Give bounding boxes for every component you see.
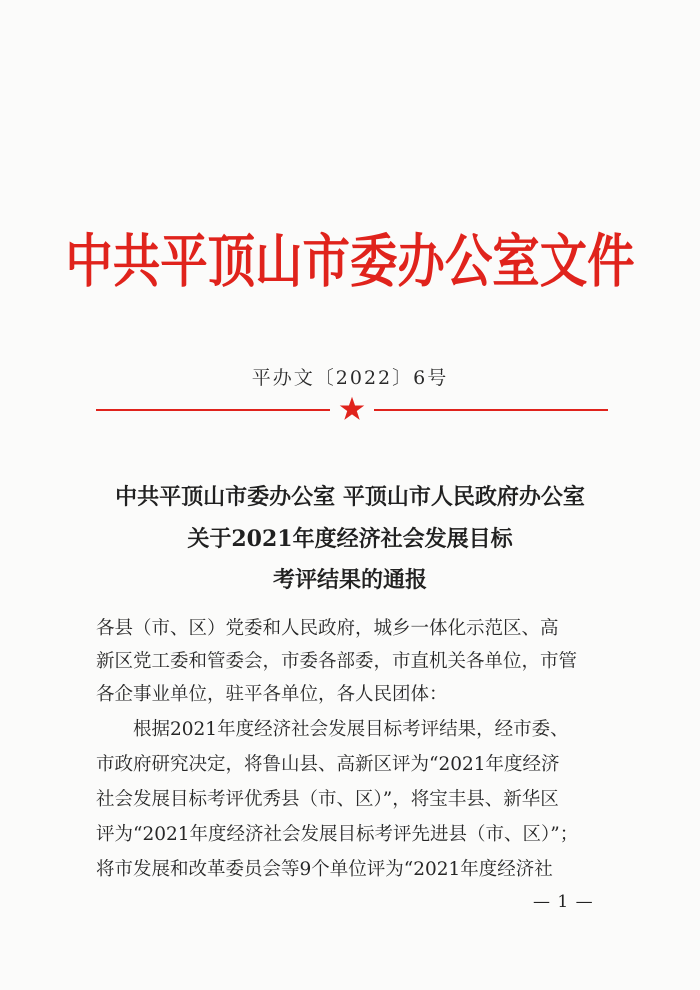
- notice-title-line-3: 考评结果的通报: [272, 567, 427, 593]
- addressee-line: 新区党工委和管委会，市委各部委，市直机关各单位，市管: [96, 651, 578, 672]
- paragraph-line: 市政府研究决定，将鲁山县、高新区评为“2021年度经济: [96, 754, 560, 775]
- paragraph-line: 根据2021年度经济社会发展目标考评结果，经市委、: [133, 719, 569, 740]
- notice-title-line-1: 中共平顶山市委办公室 平顶山市人民政府办公室: [115, 484, 585, 510]
- page-number: — 1 —: [533, 892, 594, 912]
- notice-title-line-2: 关于2021年度经济社会发展目标: [187, 526, 513, 552]
- addressee-line: 各企事业单位，驻平各单位，各人民团体：: [96, 684, 448, 705]
- paragraph-line: 将市发展和改革委员会等9个单位评为“2021年度经济社: [96, 859, 553, 880]
- body-paragraph: [96, 712, 606, 887]
- document-header-title: 中共平顶山市委办公室文件: [65, 229, 635, 296]
- document-number: 平办文〔2022〕6号: [251, 367, 449, 389]
- divider-line-left: [96, 409, 330, 411]
- divider-line-right: [374, 409, 608, 411]
- star-icon: [338, 395, 366, 423]
- paragraph-line: 社会发展目标考评优秀县（市、区）”，将宝丰县、新华区: [96, 789, 559, 810]
- addressee-block: [96, 612, 606, 711]
- addressee-line: 各县（市、区）党委和人民政府，城乡一体化示范区、高: [96, 618, 559, 639]
- paragraph-line: 评为“2021年度经济社会发展目标考评先进县（市、区）”；: [96, 824, 579, 845]
